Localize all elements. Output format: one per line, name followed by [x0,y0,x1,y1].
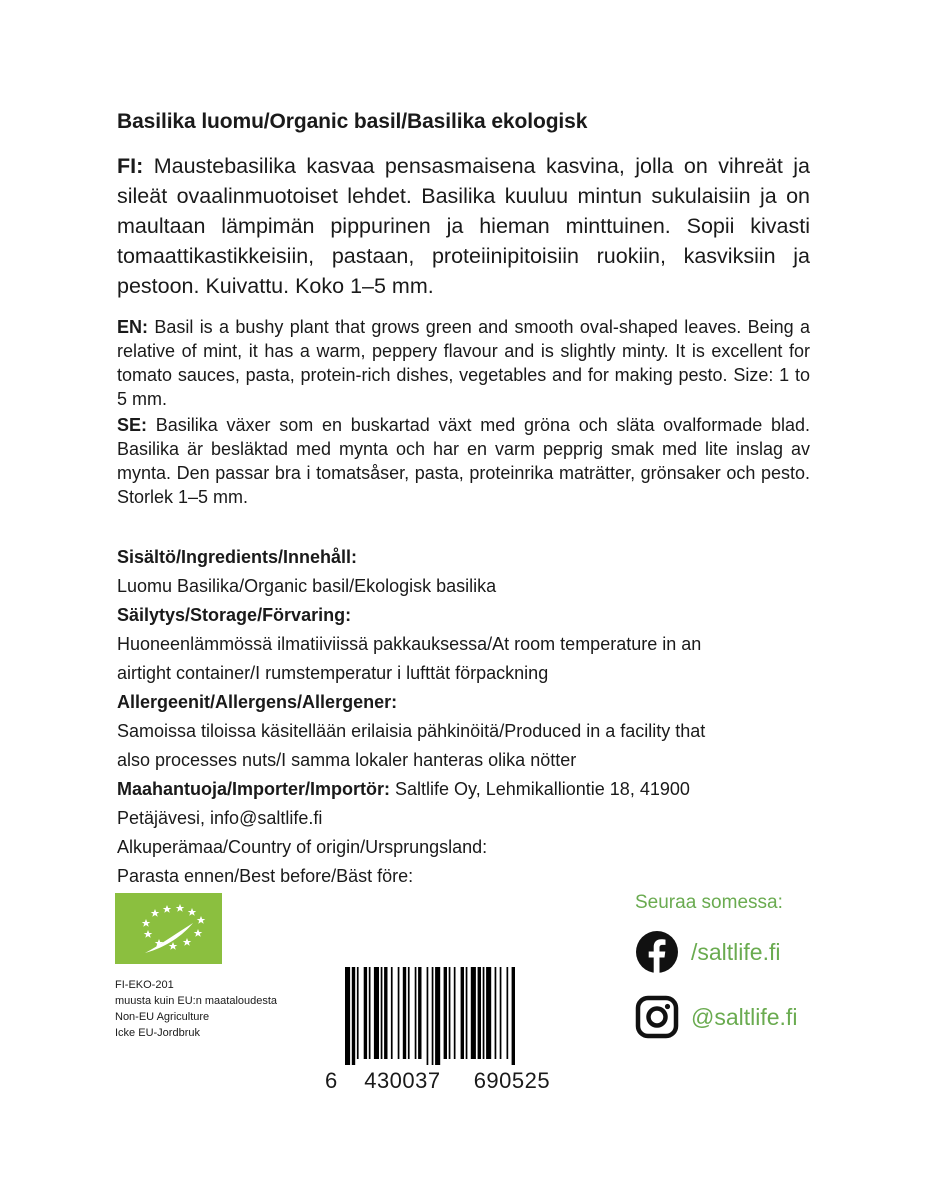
barcode-bar [418,967,421,1059]
barcode-bar [357,967,359,1059]
barcode-bar [369,967,371,1059]
barcode-first-digit: 6 [325,1068,338,1093]
ingredients-text: Luomu Basilika/Organic basil/Ekologisk basilika [117,576,497,596]
barcode-bar [391,967,393,1059]
barcode-bar [495,967,497,1059]
barcode-bar [403,967,406,1059]
barcode-bar [454,967,456,1059]
allergens-line-1: Samoissa tiloissa käsitellään erilaisia pähkinöitä/Produced in a facility that [117,721,706,741]
best-before-label: Parasta ennen/Best before/Bäst före: [117,866,414,886]
barcode-bar [444,967,447,1059]
ingredients-heading: Sisältö/Ingredients/Innehåll: [117,547,358,567]
barcode-bar [345,967,350,1065]
lang-prefix-fi: FI: [117,154,144,178]
instagram-handle: @saltlife.fi [691,1003,798,1030]
ean-barcode [345,967,557,1065]
description-en-text: Basil is a bushy plant that grows green and smooth oval-shaped leaves. Being a relative of mint, it has a warm, peppery flavour and is slightly minty. It is excellent for tomato sauces, pasta, protein-rich dishes, vegetables and for making pesto. Size: 1 to 5 mm. [117,317,810,409]
eu-organic-info [115,977,277,1041]
barcode-bar [471,967,476,1059]
barcode-bar [374,967,379,1059]
barcode-bar [427,967,429,1065]
description-se [117,413,810,509]
eu-origin-fi: muusta kuin EU:n maataloudesta [115,995,278,1007]
barcode-bar [466,967,468,1059]
barcode-right-group: 690525 [473,1068,551,1093]
instagram-icon [635,995,679,1039]
barcode-bar [381,967,383,1059]
allergens-heading: Allergeenit/Allergens/Allergener: [117,692,398,712]
storage-heading: Säilytys/Storage/Förvaring: [117,605,352,625]
barcode-bar [478,967,481,1059]
instagram-link[interactable] [635,995,797,1039]
storage-line-2: airtight container/I rumstemperatur i lufttät förpackning [117,663,549,683]
description-se-text: Basilika växer som en buskartad växt med gröna och släta ovalformade blad. Basilika är besläktad med mynta och har en varm pepprig smak med lite inslag av mynta. Den passar bra i tomatsåser, pasta, proteinrika maträtter, grönsaker och pesto. Storlek 1–5 mm. [117,415,810,507]
importer-line-1: Saltlife Oy, Lehmikalliontie 18, 41900 [395,779,690,799]
barcode-bar [432,967,434,1065]
lang-prefix-se: SE: [117,415,148,435]
origin-label: Alkuperämaa/Country of origin/Ursprungsland: [117,837,488,857]
storage-line-1: Huoneenlämmössä ilmatiiviissä pakkauksessa/At room temperature in an [117,634,702,654]
barcode-bar [435,967,440,1065]
description-fi [117,151,810,301]
follow-heading: Seuraa somessa: [635,892,783,913]
barcode-bar [384,967,387,1059]
barcode-number [325,1068,550,1094]
barcode-bar [415,967,417,1059]
barcode-bar [408,967,410,1059]
eu-origin-se: Icke EU-Jordbruk [115,1027,200,1039]
eu-control-code: FI-EKO-201 [115,979,174,991]
importer-heading: Maahantuoja/Importer/Importör: [117,779,391,799]
description-en [117,315,810,411]
barcode-bar [512,967,515,1065]
barcode-bar [486,967,491,1059]
barcode-bar [483,967,485,1059]
barcode-bar [507,967,509,1059]
description-fi-text: Maustebasilika kasvaa pensasmaisena kasvina, jolla on vihreät ja sileät ovaalinmuotoiset lehdet. Basilika kuuluu mintun sukulaisiin ja on maultaan lämpimän pippurinen ja hieman minttuinen. Sopii kivasti tomaattikastikkeisiin, pastaan, proteiinipitoisiin ruokiin, kasviksiin ja pestoon. Kuivattu. Koko 1–5 mm. [117,154,810,298]
allergens-line-2: also processes nuts/I samma lokaler hanteras olika nötter [117,750,577,770]
eu-origin-en: Non-EU Agriculture [115,1011,210,1023]
barcode-bar [352,967,355,1065]
importer-line-2: Petäjävesi, info@saltlife.fi [117,808,323,828]
facebook-icon [635,930,679,974]
barcode-bar [398,967,400,1059]
barcode-bar [364,967,367,1059]
importer-line [117,775,817,804]
barcode-bar [449,967,451,1059]
barcode-bar [500,967,502,1059]
eu-leaf-stars-icon [115,893,222,964]
product-title: Basilika luomu/Organic basil/Basilika ekologisk [117,110,588,133]
barcode-left-group: 430037 [364,1068,441,1093]
product-info [117,543,817,891]
lang-prefix-en: EN: [117,317,148,337]
eu-organic-logo [115,893,222,964]
facebook-link[interactable] [635,930,780,974]
barcode-bar [461,967,464,1059]
facebook-handle: /saltlife.fi [691,938,781,965]
